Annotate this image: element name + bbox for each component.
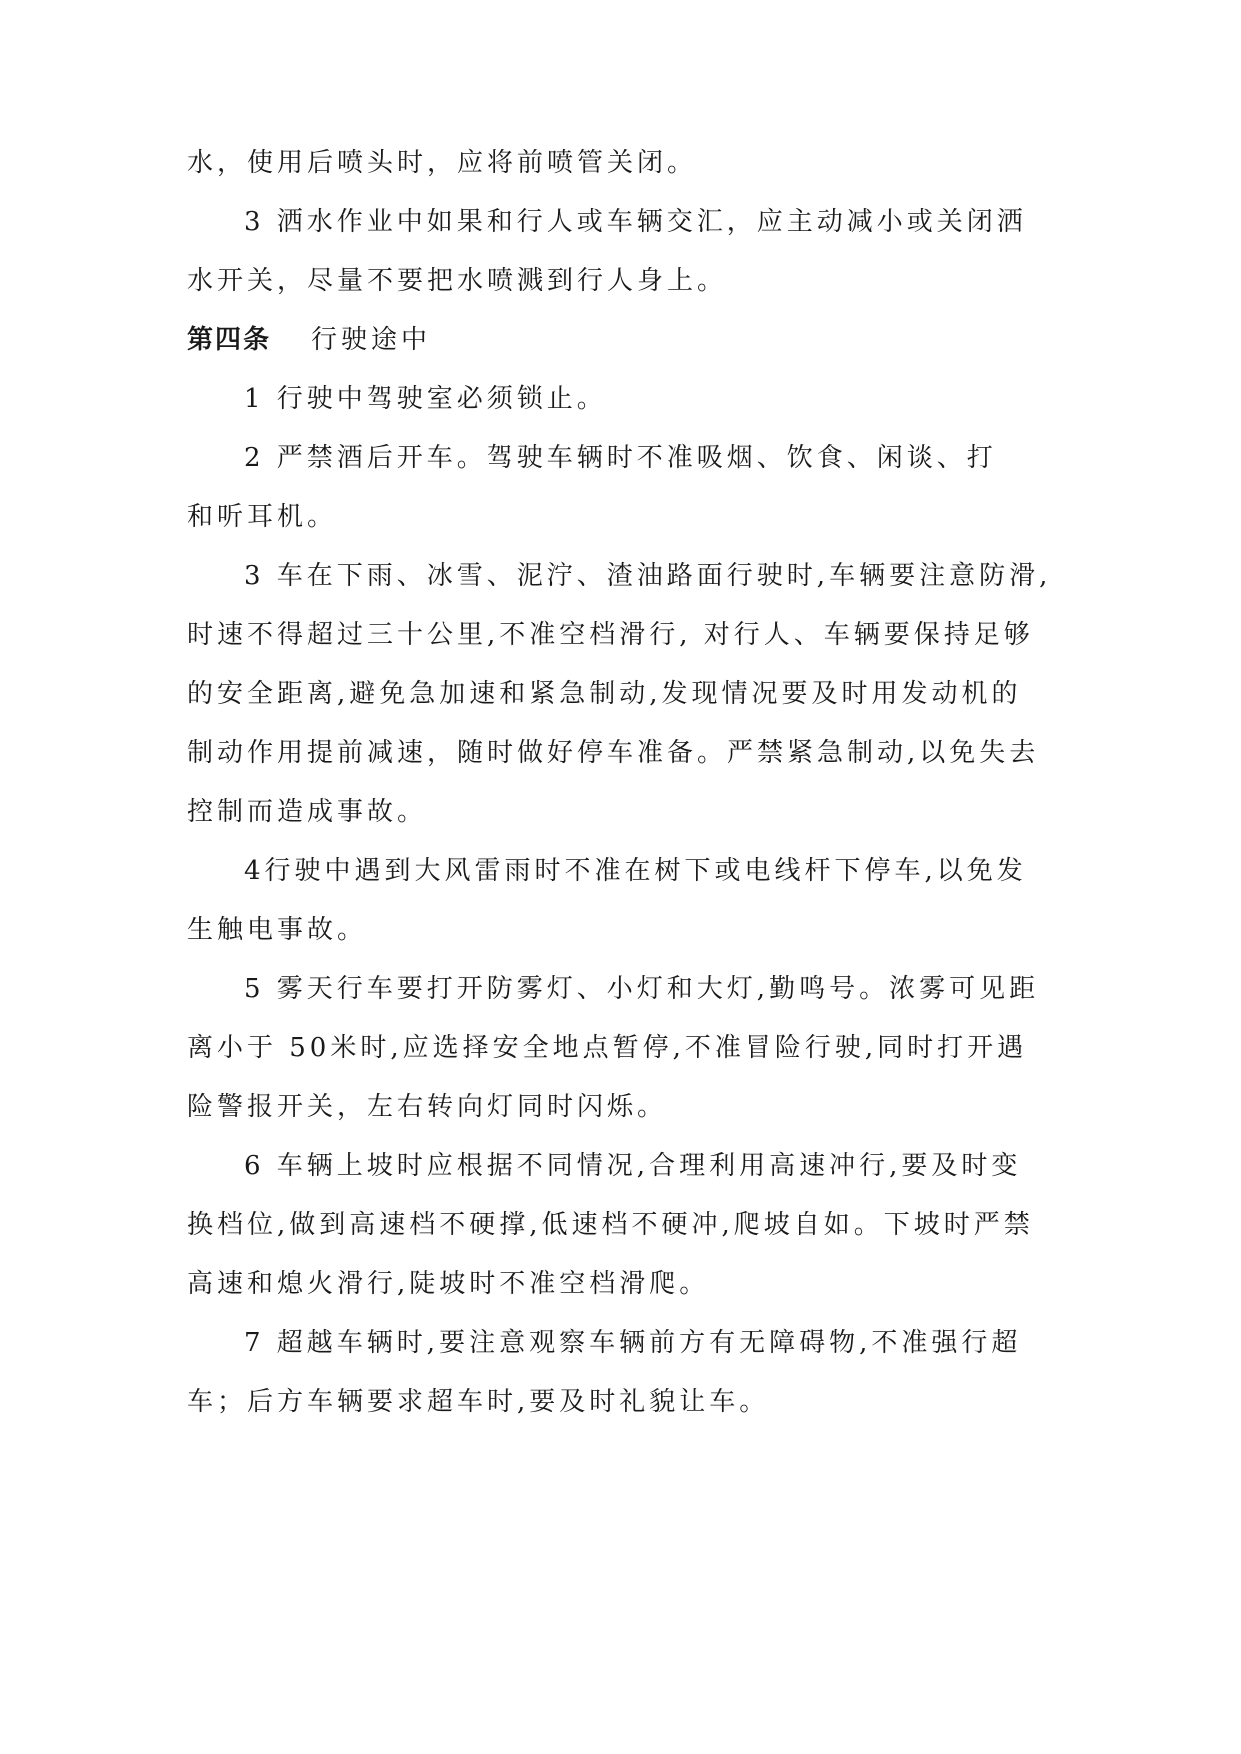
text-line: 水，使用后喷头时，应将前喷管关闭。 [187,148,698,178]
text-line: 车；后方车辆要求超车时,要及时礼貌让车。 [187,1387,770,1417]
section-heading-title: 行驶途中 [311,325,432,355]
text-line: 和听耳机。 [187,502,338,532]
text-line: 高速和熄火滑行,陡坡时不准空档滑爬。 [187,1269,710,1299]
text-line: 控制而造成事故。 [187,797,428,827]
text-line: 3 车在下雨、冰雪、泥泞、渣油路面行驶时,车辆要注意防滑, [244,561,1052,591]
text-line: 的安全距离,避免急加速和紧急制动,发现情况要及时用发动机的 [187,679,1022,709]
text-line: 离小于 50米时,应选择安全地点暂停,不准冒险行驶,同时打开遇 [187,1033,1028,1063]
text-line: 水开关，尽量不要把水喷溅到行人身上。 [187,266,728,296]
text-line: 4行驶中遇到大风雷雨时不准在树下或电线杆下停车,以免发 [244,856,1027,886]
text-line: 换档位,做到高速档不硬撑,低速档不硬冲,爬坡自如。下坡时严禁 [187,1210,1034,1240]
text-line: 7 超越车辆时,要注意观察车辆前方有无障碍物,不准强行超 [244,1328,1022,1358]
text-line: 生触电事故。 [187,915,368,945]
text-line: 险警报开关，左右转向灯同时闪烁。 [187,1092,668,1122]
text-line: 制动作用提前减速，随时做好停车准备。严禁紧急制动,以免失去 [187,738,1040,768]
text-line: 3 洒水作业中如果和行人或车辆交汇，应主动减小或关闭洒 [244,207,1027,237]
text-line: 5 雾天行车要打开防雾灯、小灯和大灯,勤鸣号。浓雾可见距 [244,974,1040,1004]
section-heading [187,323,431,357]
section-heading-label: 第四条 [187,325,272,355]
text-line: 2 严禁酒后开车。驾驶车辆时不准吸烟、饮食、闲谈、打 [244,443,997,473]
text-line: 6 车辆上坡时应根据不同情况,合理利用高速冲行,要及时变 [244,1151,1022,1181]
text-line: 1 行驶中驾驶室必须锁止。 [244,384,607,414]
text-line: 时速不得超过三十公里,不准空档滑行, 对行人、车辆要保持足够 [187,620,1034,650]
